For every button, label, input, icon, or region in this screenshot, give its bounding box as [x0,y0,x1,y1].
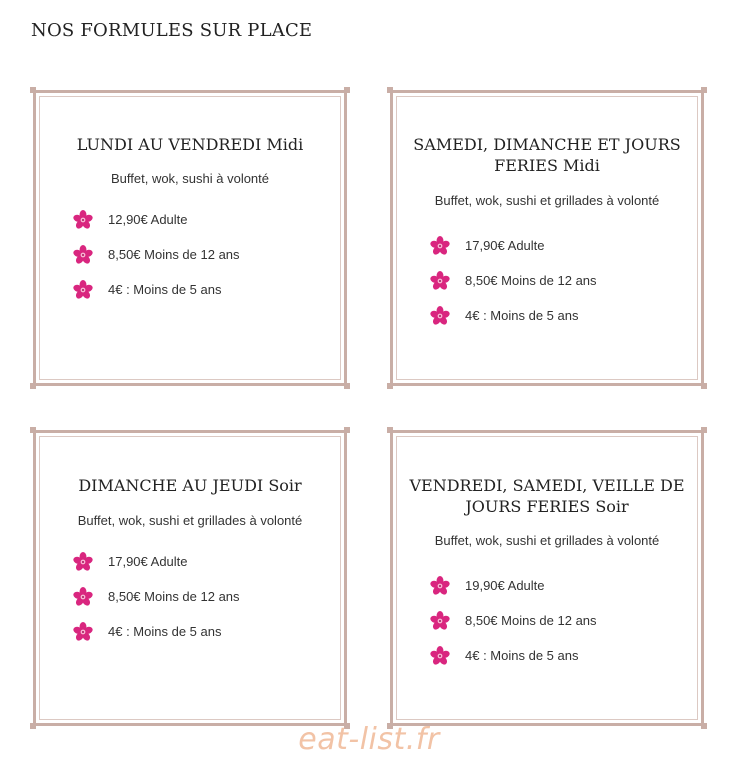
price-item [73,614,337,649]
watermark: eat-list.fr [298,722,440,757]
flower-bullet-icon [73,587,93,607]
price-label: 4€ : Moins de 5 ans [465,308,579,323]
flower-bullet-icon [430,576,450,596]
price-item [73,237,337,272]
price-item [73,272,337,307]
card-title: VENDREDI, SAMEDI, VEILLE DE JOURS FERIES Soir [409,476,685,516]
card-title: DIMANCHE AU JEUDI Soir [78,476,302,495]
formula-card-vendredi-samedi-soir [390,430,704,726]
price-label: 4€ : Moins de 5 ans [108,282,222,297]
formula-card-lundi-vendredi-midi [33,90,347,386]
frame-corner [701,87,707,93]
flower-bullet-icon [73,280,93,300]
price-list [43,202,337,307]
price-label: 17,90€ Adulte [108,554,188,569]
price-item [430,603,694,638]
card-description: Buffet, wok, sushi et grillades à volonté [77,513,303,528]
formula-card-samedi-dimanche-midi [390,90,704,386]
frame-corner [344,383,350,389]
flower-bullet-icon [430,646,450,666]
frame-corner [30,87,36,93]
price-label: 17,90€ Adulte [465,238,545,253]
price-label: 19,90€ Adulte [465,578,545,593]
card-description: Buffet, wok, sushi et grillades à volonté [434,533,660,548]
frame-corner [701,383,707,389]
card-content [43,440,337,716]
formula-card-dimanche-jeudi-soir [33,430,347,726]
frame-corner [344,427,350,433]
frame-corner [30,383,36,389]
flower-bullet-icon [430,611,450,631]
frame-corner [701,427,707,433]
card-content [400,100,694,376]
price-list [400,568,694,673]
price-item [73,579,337,614]
price-item [430,263,694,298]
price-item [430,228,694,263]
price-item [73,202,337,237]
frame-corner [30,427,36,433]
frame-corner [387,383,393,389]
price-list [400,228,694,333]
flower-bullet-icon [430,271,450,291]
card-description: Buffet, wok, sushi à volonté [110,171,270,186]
card-title: LUNDI AU VENDREDI Midi [76,135,304,154]
price-item [430,298,694,333]
frame-corner [387,87,393,93]
flower-bullet-icon [73,245,93,265]
price-list [43,544,337,649]
card-content [400,440,694,716]
flower-bullet-icon [73,210,93,230]
price-item [430,568,694,603]
flower-bullet-icon [430,306,450,326]
flower-bullet-icon [430,236,450,256]
price-label: 8,50€ Moins de 12 ans [465,613,597,628]
price-label: 12,90€ Adulte [108,212,188,227]
price-item [430,638,694,673]
price-label: 8,50€ Moins de 12 ans [108,247,240,262]
flower-bullet-icon [73,622,93,642]
price-label: 4€ : Moins de 5 ans [465,648,579,663]
price-label: 8,50€ Moins de 12 ans [108,589,240,604]
card-content [43,100,337,376]
card-title: SAMEDI, DIMANCHE ET JOURS FERIES Midi [413,135,681,175]
frame-corner [344,87,350,93]
price-item [73,544,337,579]
price-label: 8,50€ Moins de 12 ans [465,273,597,288]
price-label: 4€ : Moins de 5 ans [108,624,222,639]
card-description: Buffet, wok, sushi et grillades à volonté [434,193,660,208]
page-title: NOS FORMULES SUR PLACE [31,20,313,41]
frame-corner [387,427,393,433]
flower-bullet-icon [73,552,93,572]
